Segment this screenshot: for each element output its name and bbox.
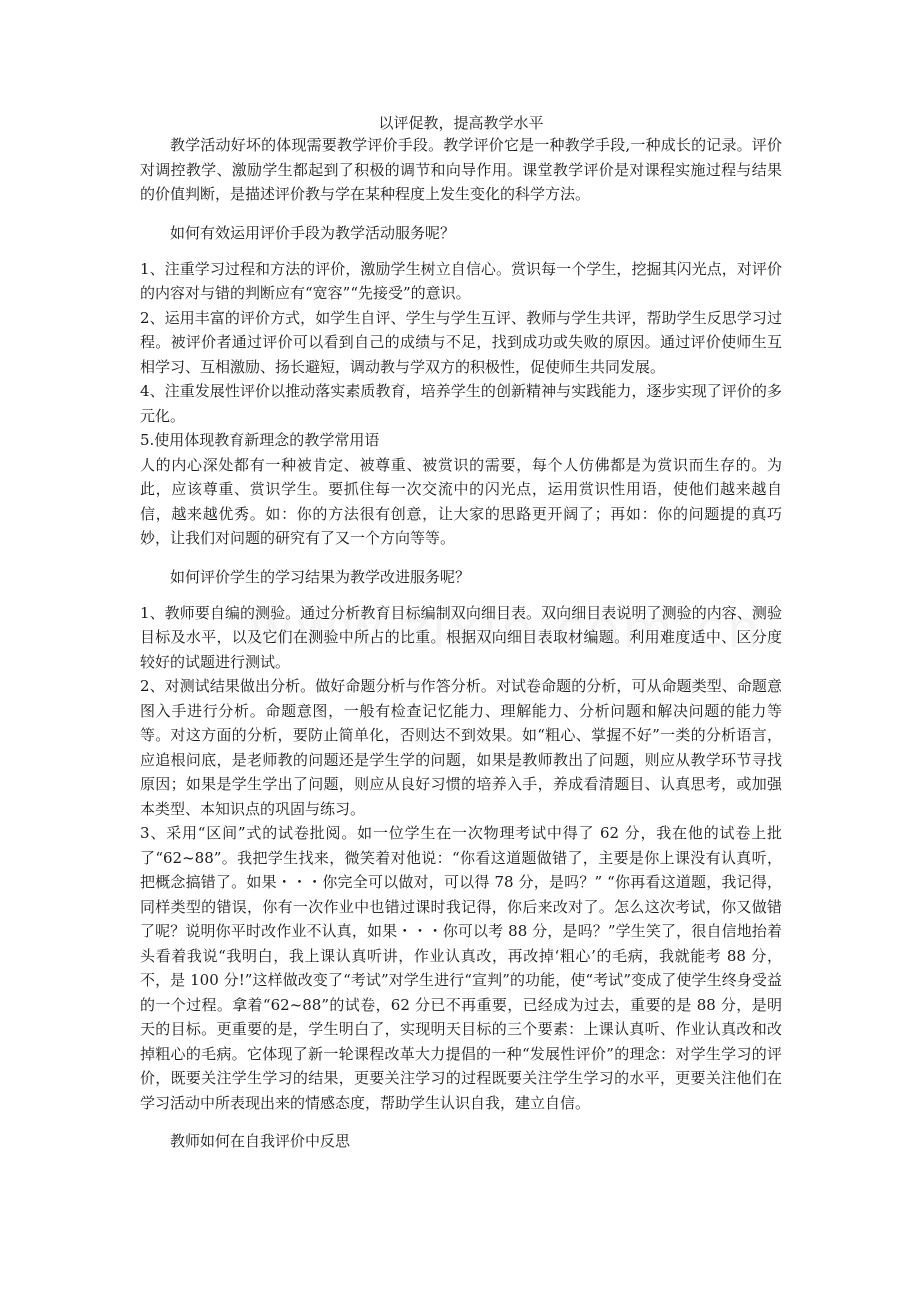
section1-item-1: 1、注重学习过程和方法的评价，激励学生树立自信心。赏识每一个学生，挖掘其闪光点，对评价的内容对与错的判断应有“宽容”“先接受”的意识。 bbox=[140, 259, 782, 302]
document-page bbox=[140, 113, 782, 1165]
section1-item-4: 4、注重发展性评价以推动落实素质教育，培养学生的创新精神与实践能力，逐步实现了评价的多元化。 bbox=[140, 382, 782, 425]
section2-question: 如何评价学生的学习结果为教学改进服务呢？ bbox=[170, 567, 471, 586]
section3-question: 教师如何在自我评价中反思 bbox=[170, 1132, 351, 1150]
intro-paragraph: 教学活动好坏的体现需要教学评价手段。教学评价它是一种教学手段,一种成长的记录。评价对调控教学、激励学生都起到了积极的调节和向导作用。课堂教学评价是对课程实施过程与结果的价值判断，是描述评价教与学在某种程度上发生变化的科学方法。 bbox=[140, 136, 782, 203]
section1-question: 如何有效运用评价手段为教学活动服务呢？ bbox=[170, 223, 456, 242]
section1-item-2: 2、运用丰富的评价方式，如学生自评、学生与学生互评、教师与学生共评，帮助学生反思学习过程。被评价者通过评价可以看到自己的成绩与不足，找到成功或失败的原因。通过评价使师生互相学习、互相激励、扬长避短，调动教与学双方的积极性，促使师生共同发展。 bbox=[140, 308, 782, 376]
section1-item-5-body: 人的内心深处都有一种被肯定、被尊重、被赏识的需要，每个人仿佛都是为赏识而生存的。为此，应该尊重、赏识学生。要抓住每一次交流中的闪光点，运用赏识性用语，使他们越来越自信，越来越优秀。如：你的方法很有创意，让大家的思路更开阔了；再如：你的问题提的真巧妙，让我们对问题的研究有了又一个方向等等。 bbox=[140, 455, 782, 547]
section1-item-5-heading: 5.使用体现教育新理念的教学常用语 bbox=[140, 431, 380, 449]
section2-item-1: 1、教师要自编的测验。通过分析教育目标编制双向细目表。双向细目表说明了测验的内容、测验目标及水平，以及它们在测验中所占的比重。根据双向细目表取材编题。利用难度适中、区分度较好的试题进行测试。 bbox=[140, 603, 782, 671]
section2-item-3: 3、采用“区间”式的试卷批阅。如一位学生在一次物理考试中得了 62 分，我在他的试卷上批了“62~88”。我把学生找来，微笑着对他说：“你看这道题做错了，主要是你上课没有认真听，把概念搞错了。如果・・・你完全可以做对，可以得 78 分，是吗？” “你再看这道题，我记得，同样类型的错误，你有一次作业中也错过课时我记得，你后来改对了。怎么这次考试，你又做错了呢？说明你平时改作业不认真，如果・・・你可以考 88 分，是吗？”学生笑了，很自信地抬着头看着我说“我明白，我上课认真听讲，作业认真改，再改掉‘粗心’的毛病，我就能考 88 分，不，是 100 分!”这样做改变了“考试”对学生进行“宣判”的功能，使“考试”变成了使学生终身受益的一个过程。拿着“62~88”的试卷，62 分已不再重要，已经成为过去，重要的是 88 分，是明天的目标。更重要的是，学生明白了，实现明天目标的三个要素：上课认真听、作业认真改和改掉粗心的毛病。它体现了新一轮课程改革大力提倡的一种“发展性评价”的理念：对学生学习的评价，既要关注学生学习的结果，更要关注学习的过程既要关注学生学习的水平，更要关注他们在学习活动中所表现出来的情感态度，帮助学生认识自我，建立自信。 bbox=[140, 824, 782, 1112]
section2-item-2: 2、对测试结果做出分析。做好命题分析与作答分析。对试卷命题的分析，可从命题类型、命题意图入手进行分析。命题意图，一般有检查记忆能力、理解能力、分析问题和解决问题的能力等等。对这方面的分析，要防止简单化，否则达不到效果。如“粗心、掌握不好”一类的分析语言，应追根问底，是老师教的问题还是学生学的问题，如果是教师教出了问题，则应从教学环节寻找原因；如果是学生学出了问题，则应从良好习惯的培养入手，养成看清题目、认真思考，或加强本类型、本知识点的巩固与练习。 bbox=[140, 677, 782, 818]
document-title: 以评促教，提高教学水平 bbox=[378, 114, 544, 132]
